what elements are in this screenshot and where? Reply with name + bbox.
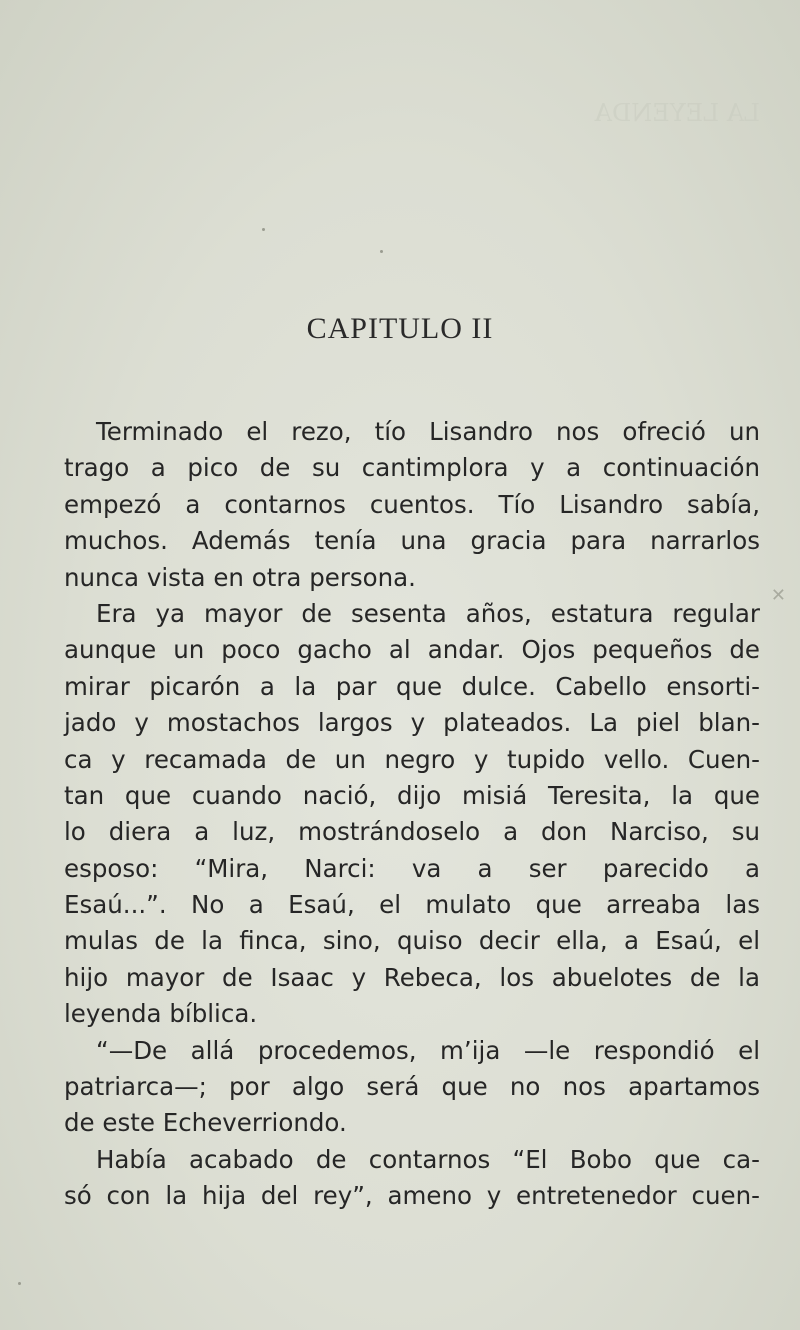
text-line: trago a pico de su cantimplora y a continuación	[64, 453, 760, 483]
text-line: aunque un poco gacho al andar. Ojos pequeños de	[64, 635, 760, 665]
text-line: lo diera a luz, mostrándoselo a don Narciso, su	[64, 817, 760, 847]
text-line: Terminado el rezo, tío Lisandro nos ofreció un	[96, 417, 760, 446]
chapter-title: CAPITULO II	[306, 312, 494, 345]
text-line: Era ya mayor de sesenta años, estatura regular	[96, 598, 760, 628]
text-line: empezó a contarnos cuentos. Tío Lisandro sabía,	[64, 489, 760, 519]
text-line: só con la hija del rey”, ameno y entretenedor cuen-	[64, 1181, 760, 1211]
text-line: tan que cuando nació, dijo misiá Teresita, la que	[64, 780, 760, 810]
text-line: hijo mayor de Isaac y Rebeca, los abuelotes de la	[64, 962, 760, 992]
text-line: “—De allá procedemos, m’ija —le respondió el	[96, 1035, 760, 1065]
text-line: mulas de la finca, sino, quiso decir ella, a Esaú, el	[64, 926, 760, 956]
text-line: mirar picarón a la par que dulce. Cabello ensorti-	[64, 671, 760, 701]
text-line: Había acabado de contarnos “El Bobo que ca-	[96, 1144, 760, 1174]
text-line: de este Echeverriondo.	[64, 1108, 347, 1138]
paper-speck	[18, 1282, 21, 1285]
text-line: patriarca—; por algo será que no nos apartamos	[64, 1072, 760, 1102]
text-line: muchos. Además tenía una gracia para narrarlos	[64, 526, 760, 556]
margin-mark: ✕	[770, 585, 786, 606]
body-text	[64, 414, 760, 1215]
paper-speck	[262, 228, 265, 231]
text-line: jado y mostachos largos y plateados. La piel blan-	[64, 708, 760, 738]
text-line: ca y recamada de un negro y tupido vello. Cuen-	[64, 744, 760, 774]
text-line: esposo: “Mira, Narci: va a ser parecido a	[64, 853, 760, 883]
text-line: nunca vista en otra persona.	[64, 562, 416, 592]
bleed-through-text: LA LEYENDA	[594, 99, 760, 127]
paper-speck	[380, 250, 383, 253]
text-line: leyenda bíblica.	[64, 999, 258, 1029]
text-line: Esaú...”. No a Esaú, el mulato que arreaba las	[64, 890, 760, 920]
